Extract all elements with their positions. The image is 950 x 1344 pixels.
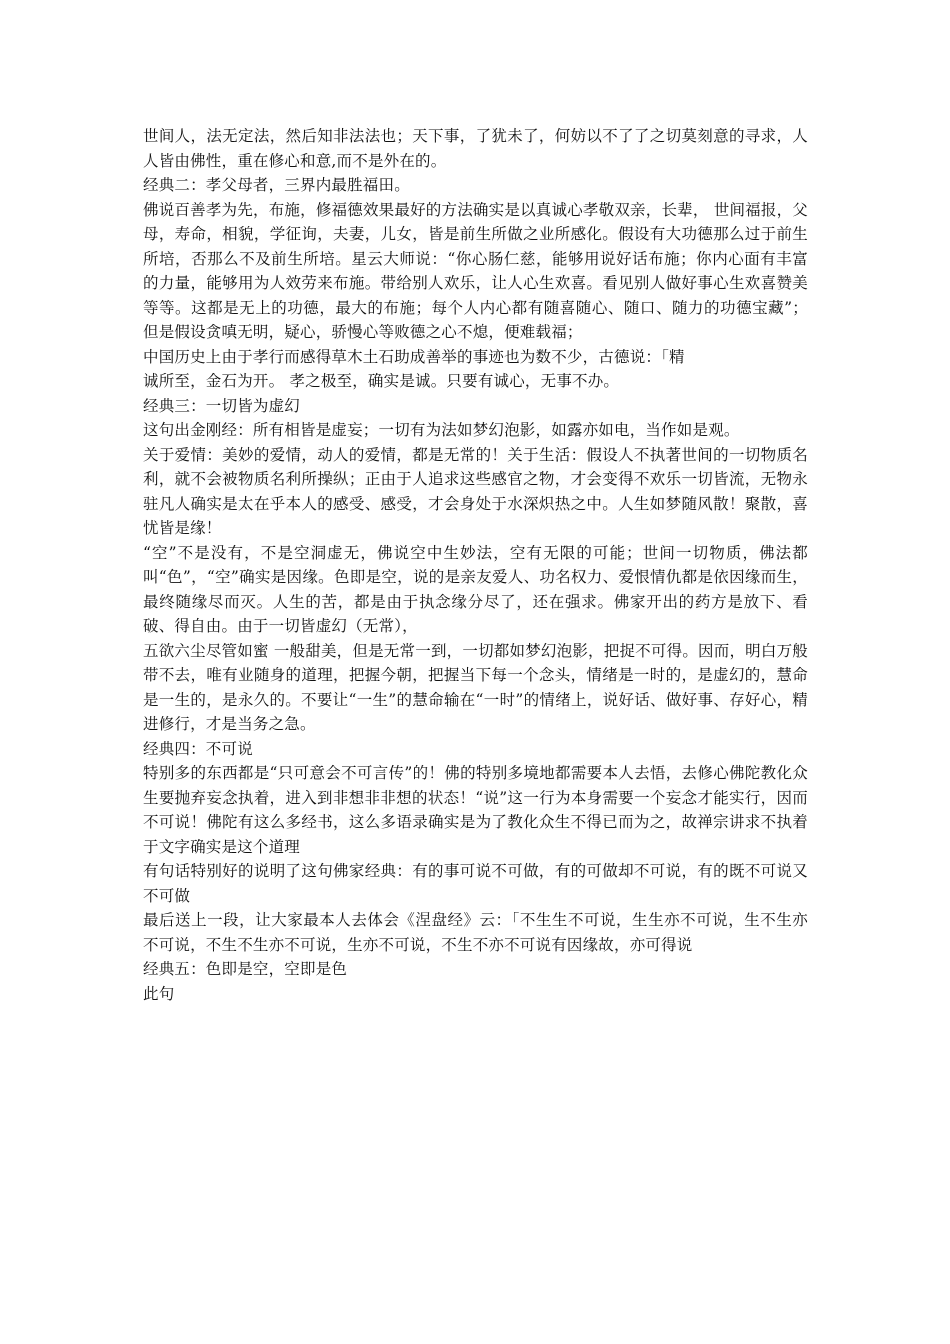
document-body: [143, 124, 808, 1006]
section-heading-4: 经典四：不可说: [143, 739, 253, 758]
section-heading-3: 经典三：一切皆为虚幻: [143, 396, 301, 415]
paragraph-1: 世间人，法无定法，然后知非法法也；天下事，了犹未了，何妨以不了了之切莫刻意的寻求，人人皆由佛性，重在修心和意,而不是外在的。: [143, 127, 808, 170]
paragraph-3: 中国历史上由于孝行而感得草木土石助成善举的事迹也为数不少，古德说：「精: [143, 347, 685, 366]
paragraph-5: 这句出金刚经：所有相皆是虚妄；一切有为法如梦幻泡影，如露亦如电，当作如是观。: [143, 421, 740, 439]
paragraph-4: 诚所至，金石为开。 孝之极至，确实是诚。只要有诚心，无事不办。: [143, 372, 620, 390]
paragraph-10: 有句话特别好的说明了这句佛家经典：有的事可说不可做，有的可做却不可说，有的既不可说又不可做: [143, 862, 808, 905]
paragraph-2: 佛说百善孝为先，布施，修福德效果最好的方法确实是以真诚心孝敬双亲，长辈， 世间福报，父母，寿命，相貌，学征询，夫妻，儿女，皆是前生所做之业所感化。假设有大功德那么过于前生所培，否那么不及前生所培。星云大师说：“你心肠仁慈，能够用说好话布施；你内心面有丰富的力量，能够用为人效劳来布施。带给别人欢乐，让人心生欢喜。看见别人做好事心生欢喜赞美等等。这都是无上的功德，最大的布施；每个人内心都有随喜随心、随口、随力的功德宝藏”；但是假设贪嗔无明，疑心，骄慢心等败德之心不熄，便难载福；: [143, 200, 808, 341]
paragraph-6: 关于爱情：美妙的爱情，动人的爱情，都是无常的！关于生活：假设人不执著世间的一切物质名利，就不会被物质名利所操纵；正由于人追求这些感官之物，才会变得不欢乐一切皆流，无物永驻凡人确实是太在乎本人的感受、感受，才会身处于水深炽热之中。人生如梦随风散！聚散，喜忧皆是缘！: [143, 445, 808, 537]
paragraph-8: 五欲六尘尽管如蜜 一般甜美，但是无常一到，一切都如梦幻泡影，把捉不可得。因而，明白万般带不去，唯有业随身的道理，把握今朝，把握当下每一个念头，情绪是一时的，是虚幻的，慧命是一生的，是永久的。不要让“一生”的慧命输在“一时”的情绪上，说好话、做好事、存好心，精进修行，才是当务之急。: [143, 641, 808, 733]
section-heading-5: 经典五：色即是空，空即是色: [143, 960, 348, 978]
paragraph-7: “空”不是没有，不是空洞虚无，佛说空中生妙法，空有无限的可能；世间一切物质，佛法都叫“色”，“空”确实是因缘。色即是空，说的是亲友爱人、功名权力、爱恨情仇都是依因缘而生，最终随缘尽而灭。人生的苦，都是由于执念缘分尽了，还在强求。佛家开出的药方是放下、看破、得自由。由于一切皆虚幻（无常），: [143, 543, 808, 635]
paragraph-9: 特别多的东西都是“只可意会不可言传”的！佛的特别多境地都需要本人去悟，去修心佛陀教化众生要抛弃妄念执着，进入到非想非非想的状态！“说”这一行为本身需要一个妄念才能实行，因而不可说！佛陀有这么多经书，这么多语录确实是为了教化众生不得已而为之，故禅宗讲求不执着于文字确实是这个道理: [143, 764, 808, 856]
paragraph-12: 此句: [143, 984, 175, 1003]
section-heading-2: 经典二：孝父母者，三界内最胜福田。: [143, 176, 410, 194]
paragraph-11: 最后送上一段，让大家最本人去体会《涅盘经》云：「不生生不可说，生生亦不可说，生不生亦不可说，不生不生亦不可说，生亦不可说，不生不亦不可说有因缘故，亦可得说: [143, 911, 808, 954]
